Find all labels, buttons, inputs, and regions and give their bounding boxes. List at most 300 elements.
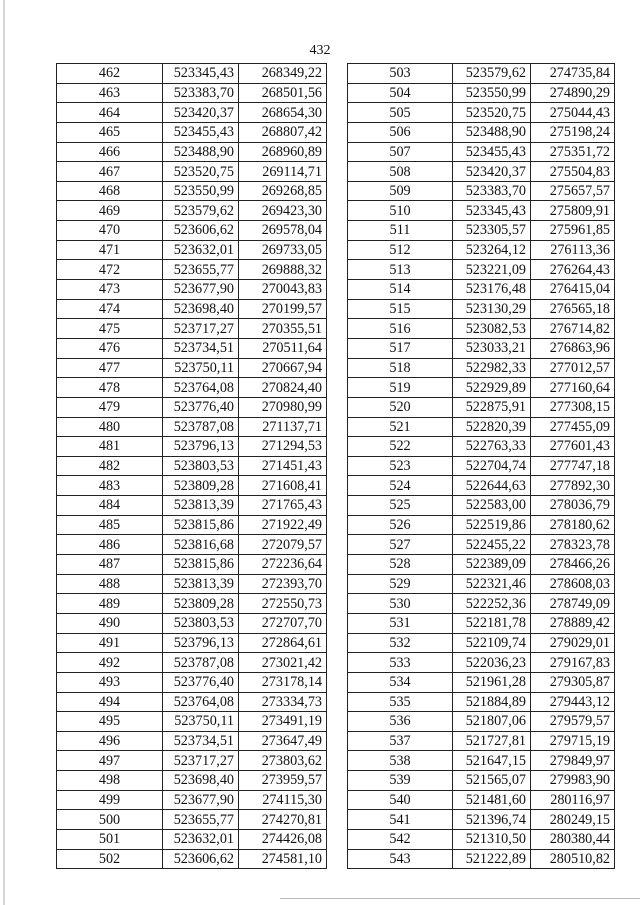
table-row [57, 672, 327, 692]
table-row [348, 496, 615, 516]
y-coordinate-cell: 273021,42 [239, 653, 327, 673]
point-number-cell: 477 [57, 358, 163, 378]
x-coordinate-cell: 523813,39 [163, 574, 239, 594]
x-coordinate-cell: 523488,90 [453, 122, 531, 142]
y-coordinate-cell: 270980,99 [239, 397, 327, 417]
table-row [348, 338, 615, 358]
table-row [57, 731, 327, 751]
y-coordinate-cell: 268807,42 [239, 122, 327, 142]
table-row [57, 338, 327, 358]
table-row [57, 221, 327, 241]
point-number-cell: 536 [348, 712, 453, 732]
x-coordinate-cell: 522036,23 [453, 653, 531, 673]
x-coordinate-cell: 523221,09 [453, 260, 531, 280]
table-row [57, 594, 327, 614]
x-coordinate-cell: 521807,06 [453, 712, 531, 732]
x-coordinate-cell: 523815,86 [163, 515, 239, 535]
table-row [348, 162, 615, 182]
point-number-cell: 486 [57, 535, 163, 555]
y-coordinate-cell: 269268,85 [239, 181, 327, 201]
point-number-cell: 494 [57, 692, 163, 712]
x-coordinate-cell: 523803,53 [163, 613, 239, 633]
table-row [348, 790, 615, 810]
y-coordinate-cell: 275657,57 [531, 181, 615, 201]
y-coordinate-cell: 275504,83 [531, 162, 615, 182]
point-number-cell: 496 [57, 731, 163, 751]
y-coordinate-cell: 279715,19 [531, 731, 615, 751]
point-number-cell: 531 [348, 613, 453, 633]
x-coordinate-cell: 523345,43 [163, 64, 239, 84]
x-coordinate-cell: 522109,74 [453, 633, 531, 653]
x-coordinate-cell: 523809,28 [163, 594, 239, 614]
table-row [57, 653, 327, 673]
table-row [348, 358, 615, 378]
point-number-cell: 539 [348, 771, 453, 791]
table-row [57, 515, 327, 535]
table-row [348, 712, 615, 732]
point-number-cell: 499 [57, 790, 163, 810]
table-row [57, 829, 327, 849]
point-number-cell: 525 [348, 496, 453, 516]
table-row [348, 476, 615, 496]
table-row [348, 122, 615, 142]
y-coordinate-cell: 270511,64 [239, 338, 327, 358]
table-row [348, 456, 615, 476]
point-number-cell: 475 [57, 319, 163, 339]
x-coordinate-cell: 521647,15 [453, 751, 531, 771]
x-coordinate-cell: 523606,62 [163, 849, 239, 869]
point-number-cell: 484 [57, 496, 163, 516]
y-coordinate-cell: 269888,32 [239, 260, 327, 280]
x-coordinate-cell: 522763,33 [453, 437, 531, 457]
table-row [57, 613, 327, 633]
x-coordinate-cell: 523606,62 [163, 221, 239, 241]
y-coordinate-cell: 271608,41 [239, 476, 327, 496]
x-coordinate-cell: 522929,89 [453, 378, 531, 398]
table-row [348, 103, 615, 123]
table-row [57, 378, 327, 398]
point-number-cell: 473 [57, 280, 163, 300]
point-number-cell: 464 [57, 103, 163, 123]
y-coordinate-cell: 276113,36 [531, 240, 615, 260]
point-number-cell: 478 [57, 378, 163, 398]
x-coordinate-cell: 523677,90 [163, 790, 239, 810]
y-coordinate-cell: 279443,12 [531, 692, 615, 712]
y-coordinate-cell: 268501,56 [239, 83, 327, 103]
y-coordinate-cell: 280249,15 [531, 810, 615, 830]
table-row [348, 83, 615, 103]
table-row [348, 731, 615, 751]
y-coordinate-cell: 272707,70 [239, 613, 327, 633]
point-number-cell: 468 [57, 181, 163, 201]
x-coordinate-cell: 521565,07 [453, 771, 531, 791]
y-coordinate-cell: 280380,44 [531, 829, 615, 849]
table-row [348, 672, 615, 692]
table-row [348, 555, 615, 575]
table-row [57, 280, 327, 300]
y-coordinate-cell: 274426,08 [239, 829, 327, 849]
y-coordinate-cell: 269114,71 [239, 162, 327, 182]
y-coordinate-cell: 275809,91 [531, 201, 615, 221]
point-number-cell: 512 [348, 240, 453, 260]
x-coordinate-cell: 523764,08 [163, 692, 239, 712]
point-number-cell: 513 [348, 260, 453, 280]
y-coordinate-cell: 272079,57 [239, 535, 327, 555]
table-row [57, 810, 327, 830]
x-coordinate-cell: 523796,13 [163, 633, 239, 653]
x-coordinate-cell: 523796,13 [163, 437, 239, 457]
y-coordinate-cell: 276863,96 [531, 338, 615, 358]
point-number-cell: 470 [57, 221, 163, 241]
table-row [348, 613, 615, 633]
table-row [348, 771, 615, 791]
x-coordinate-cell: 523734,51 [163, 338, 239, 358]
table-row [57, 417, 327, 437]
point-number-cell: 514 [348, 280, 453, 300]
x-coordinate-cell: 521222,89 [453, 849, 531, 869]
point-number-cell: 472 [57, 260, 163, 280]
x-coordinate-cell: 523420,37 [453, 162, 531, 182]
y-coordinate-cell: 276415,04 [531, 280, 615, 300]
y-coordinate-cell: 271922,49 [239, 515, 327, 535]
point-number-cell: 527 [348, 535, 453, 555]
table-row [348, 397, 615, 417]
y-coordinate-cell: 275351,72 [531, 142, 615, 162]
table-row [348, 633, 615, 653]
point-number-cell: 519 [348, 378, 453, 398]
x-coordinate-cell: 522519,86 [453, 515, 531, 535]
point-number-cell: 517 [348, 338, 453, 358]
table-row [348, 280, 615, 300]
table-row [57, 397, 327, 417]
point-number-cell: 489 [57, 594, 163, 614]
table-row [348, 417, 615, 437]
point-number-cell: 466 [57, 142, 163, 162]
table-row [348, 653, 615, 673]
table-row [57, 181, 327, 201]
point-number-cell: 535 [348, 692, 453, 712]
y-coordinate-cell: 274270,81 [239, 810, 327, 830]
table-row [57, 476, 327, 496]
y-coordinate-cell: 276264,43 [531, 260, 615, 280]
point-number-cell: 492 [57, 653, 163, 673]
x-coordinate-cell: 523750,11 [163, 358, 239, 378]
table-row [57, 64, 327, 84]
table-row [348, 260, 615, 280]
x-coordinate-cell: 523776,40 [163, 397, 239, 417]
table-row [57, 849, 327, 869]
y-coordinate-cell: 278749,09 [531, 594, 615, 614]
table-row [57, 692, 327, 712]
table-row [348, 221, 615, 241]
x-coordinate-cell: 522583,00 [453, 496, 531, 516]
x-coordinate-cell: 522644,63 [453, 476, 531, 496]
y-coordinate-cell: 280116,97 [531, 790, 615, 810]
x-coordinate-cell: 522455,22 [453, 535, 531, 555]
point-number-cell: 511 [348, 221, 453, 241]
y-coordinate-cell: 271294,53 [239, 437, 327, 457]
point-number-cell: 543 [348, 849, 453, 869]
table-row [57, 162, 327, 182]
point-number-cell: 490 [57, 613, 163, 633]
point-number-cell: 501 [57, 829, 163, 849]
point-number-cell: 524 [348, 476, 453, 496]
x-coordinate-cell: 521481,60 [453, 790, 531, 810]
x-coordinate-cell: 523813,39 [163, 496, 239, 516]
point-number-cell: 529 [348, 574, 453, 594]
y-coordinate-cell: 274735,84 [531, 64, 615, 84]
y-coordinate-cell: 279579,57 [531, 712, 615, 732]
table-row [348, 829, 615, 849]
x-coordinate-cell: 523787,08 [163, 417, 239, 437]
x-coordinate-cell: 521310,50 [453, 829, 531, 849]
y-coordinate-cell: 272550,73 [239, 594, 327, 614]
point-number-cell: 481 [57, 437, 163, 457]
x-coordinate-cell: 521727,81 [453, 731, 531, 751]
point-number-cell: 483 [57, 476, 163, 496]
x-coordinate-cell: 522982,33 [453, 358, 531, 378]
table-row [57, 535, 327, 555]
x-coordinate-cell: 523787,08 [163, 653, 239, 673]
x-coordinate-cell: 523776,40 [163, 672, 239, 692]
y-coordinate-cell: 270043,83 [239, 280, 327, 300]
x-coordinate-cell: 523383,70 [453, 181, 531, 201]
x-coordinate-cell: 522181,78 [453, 613, 531, 633]
x-coordinate-cell: 522875,91 [453, 397, 531, 417]
table-row [57, 358, 327, 378]
point-number-cell: 534 [348, 672, 453, 692]
y-coordinate-cell: 273334,73 [239, 692, 327, 712]
y-coordinate-cell: 268960,89 [239, 142, 327, 162]
point-number-cell: 541 [348, 810, 453, 830]
point-number-cell: 537 [348, 731, 453, 751]
point-number-cell: 522 [348, 437, 453, 457]
x-coordinate-cell: 523750,11 [163, 712, 239, 732]
point-number-cell: 540 [348, 790, 453, 810]
y-coordinate-cell: 269578,04 [239, 221, 327, 241]
point-number-cell: 506 [348, 122, 453, 142]
table-row [57, 122, 327, 142]
y-coordinate-cell: 271451,43 [239, 456, 327, 476]
point-number-cell: 469 [57, 201, 163, 221]
point-number-cell: 532 [348, 633, 453, 653]
table-row [57, 437, 327, 457]
x-coordinate-cell: 523345,43 [453, 201, 531, 221]
point-number-cell: 533 [348, 653, 453, 673]
table-row [348, 810, 615, 830]
point-number-cell: 497 [57, 751, 163, 771]
x-coordinate-cell: 523550,99 [453, 83, 531, 103]
point-number-cell: 487 [57, 555, 163, 575]
table-row [348, 64, 615, 84]
scan-edge-line [3, 0, 5, 905]
x-coordinate-cell: 523717,27 [163, 319, 239, 339]
point-number-cell: 503 [348, 64, 453, 84]
x-coordinate-cell: 523520,75 [453, 103, 531, 123]
x-coordinate-cell: 521884,89 [453, 692, 531, 712]
x-coordinate-cell: 522389,09 [453, 555, 531, 575]
x-coordinate-cell: 523520,75 [163, 162, 239, 182]
table-row [348, 142, 615, 162]
x-coordinate-cell: 523698,40 [163, 771, 239, 791]
x-coordinate-cell: 523488,90 [163, 142, 239, 162]
x-coordinate-cell: 523677,90 [163, 280, 239, 300]
y-coordinate-cell: 274115,30 [239, 790, 327, 810]
table-row [348, 319, 615, 339]
y-coordinate-cell: 277308,15 [531, 397, 615, 417]
table-row [57, 260, 327, 280]
point-number-cell: 515 [348, 299, 453, 319]
x-coordinate-cell: 523033,21 [453, 338, 531, 358]
y-coordinate-cell: 271137,71 [239, 417, 327, 437]
table-row [57, 456, 327, 476]
table-row [57, 496, 327, 516]
y-coordinate-cell: 273491,19 [239, 712, 327, 732]
y-coordinate-cell: 275961,85 [531, 221, 615, 241]
y-coordinate-cell: 273178,14 [239, 672, 327, 692]
x-coordinate-cell: 523579,62 [163, 201, 239, 221]
scan-bottom-line [280, 898, 640, 899]
x-coordinate-cell: 523655,77 [163, 260, 239, 280]
y-coordinate-cell: 277892,30 [531, 476, 615, 496]
x-coordinate-cell: 523632,01 [163, 829, 239, 849]
table-row [57, 751, 327, 771]
point-number-cell: 508 [348, 162, 453, 182]
point-number-cell: 502 [57, 849, 163, 869]
y-coordinate-cell: 271765,43 [239, 496, 327, 516]
point-number-cell: 507 [348, 142, 453, 162]
point-number-cell: 521 [348, 417, 453, 437]
y-coordinate-cell: 279029,01 [531, 633, 615, 653]
table-row [348, 574, 615, 594]
y-coordinate-cell: 276565,18 [531, 299, 615, 319]
table-row [348, 240, 615, 260]
coordinates-table-right [347, 63, 615, 869]
x-coordinate-cell: 523420,37 [163, 103, 239, 123]
point-number-cell: 485 [57, 515, 163, 535]
y-coordinate-cell: 279305,87 [531, 672, 615, 692]
table-row [57, 633, 327, 653]
y-coordinate-cell: 279849,97 [531, 751, 615, 771]
point-number-cell: 528 [348, 555, 453, 575]
y-coordinate-cell: 268654,30 [239, 103, 327, 123]
point-number-cell: 491 [57, 633, 163, 653]
point-number-cell: 520 [348, 397, 453, 417]
x-coordinate-cell: 522704,74 [453, 456, 531, 476]
table-row [57, 555, 327, 575]
x-coordinate-cell: 523579,62 [453, 64, 531, 84]
x-coordinate-cell: 523082,53 [453, 319, 531, 339]
y-coordinate-cell: 278466,26 [531, 555, 615, 575]
x-coordinate-cell: 523632,01 [163, 240, 239, 260]
table-row [348, 181, 615, 201]
point-number-cell: 500 [57, 810, 163, 830]
y-coordinate-cell: 275044,43 [531, 103, 615, 123]
y-coordinate-cell: 279167,83 [531, 653, 615, 673]
x-coordinate-cell: 523176,48 [453, 280, 531, 300]
x-coordinate-cell: 523455,43 [163, 122, 239, 142]
table-row [348, 437, 615, 457]
point-number-cell: 493 [57, 672, 163, 692]
table-row [348, 299, 615, 319]
point-number-cell: 523 [348, 456, 453, 476]
x-coordinate-cell: 523764,08 [163, 378, 239, 398]
table-row [57, 790, 327, 810]
table-row [348, 535, 615, 555]
point-number-cell: 516 [348, 319, 453, 339]
point-number-cell: 518 [348, 358, 453, 378]
y-coordinate-cell: 279983,90 [531, 771, 615, 791]
point-number-cell: 530 [348, 594, 453, 614]
x-coordinate-cell: 523130,29 [453, 299, 531, 319]
y-coordinate-cell: 274581,10 [239, 849, 327, 869]
point-number-cell: 474 [57, 299, 163, 319]
x-coordinate-cell: 521396,74 [453, 810, 531, 830]
y-coordinate-cell: 278608,03 [531, 574, 615, 594]
table-row [348, 515, 615, 535]
x-coordinate-cell: 522321,46 [453, 574, 531, 594]
y-coordinate-cell: 272393,70 [239, 574, 327, 594]
point-number-cell: 495 [57, 712, 163, 732]
y-coordinate-cell: 277455,09 [531, 417, 615, 437]
x-coordinate-cell: 523816,68 [163, 535, 239, 555]
point-number-cell: 465 [57, 122, 163, 142]
table-row [348, 751, 615, 771]
y-coordinate-cell: 277601,43 [531, 437, 615, 457]
x-coordinate-cell: 523734,51 [163, 731, 239, 751]
table-row [348, 201, 615, 221]
x-coordinate-cell: 523815,86 [163, 555, 239, 575]
y-coordinate-cell: 280510,82 [531, 849, 615, 869]
point-number-cell: 463 [57, 83, 163, 103]
x-coordinate-cell: 523305,57 [453, 221, 531, 241]
y-coordinate-cell: 270667,94 [239, 358, 327, 378]
table-row [57, 201, 327, 221]
table-row [57, 299, 327, 319]
point-number-cell: 504 [348, 83, 453, 103]
y-coordinate-cell: 273959,57 [239, 771, 327, 791]
x-coordinate-cell: 523698,40 [163, 299, 239, 319]
table-row [348, 378, 615, 398]
point-number-cell: 480 [57, 417, 163, 437]
y-coordinate-cell: 269423,30 [239, 201, 327, 221]
x-coordinate-cell: 523383,70 [163, 83, 239, 103]
x-coordinate-cell: 523803,53 [163, 456, 239, 476]
x-coordinate-cell: 523264,12 [453, 240, 531, 260]
y-coordinate-cell: 277747,18 [531, 456, 615, 476]
y-coordinate-cell: 278036,79 [531, 496, 615, 516]
x-coordinate-cell: 522820,39 [453, 417, 531, 437]
table-row [348, 692, 615, 712]
y-coordinate-cell: 278180,62 [531, 515, 615, 535]
y-coordinate-cell: 275198,24 [531, 122, 615, 142]
y-coordinate-cell: 273647,49 [239, 731, 327, 751]
y-coordinate-cell: 270355,51 [239, 319, 327, 339]
point-number-cell: 476 [57, 338, 163, 358]
y-coordinate-cell: 278889,42 [531, 613, 615, 633]
point-number-cell: 471 [57, 240, 163, 260]
y-coordinate-cell: 269733,05 [239, 240, 327, 260]
x-coordinate-cell: 523550,99 [163, 181, 239, 201]
point-number-cell: 538 [348, 751, 453, 771]
point-number-cell: 498 [57, 771, 163, 791]
point-number-cell: 510 [348, 201, 453, 221]
coordinates-table-left [56, 63, 327, 869]
point-number-cell: 488 [57, 574, 163, 594]
point-number-cell: 482 [57, 456, 163, 476]
point-number-cell: 542 [348, 829, 453, 849]
point-number-cell: 526 [348, 515, 453, 535]
